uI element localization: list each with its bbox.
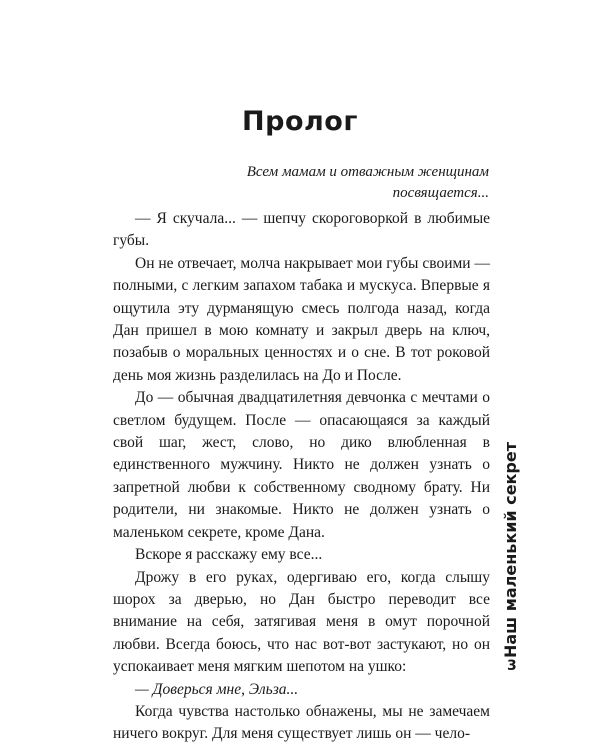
epigraph-line: посвящается...	[392, 185, 489, 201]
paragraph: Когда чувства настолько обнажены, мы не замечаем ничего вокруг. Для меня существует лишь он — чело-	[113, 702, 490, 743]
paragraph: — Я скучала... — шепчу скороговоркой в любимые губы.	[113, 210, 490, 250]
paragraph: Вскоре я расскажу ему все...	[135, 546, 323, 564]
epigraph-line: Всем мамам и отважным женщинам	[246, 164, 489, 180]
side-book-title: Наш маленький секрет	[501, 442, 520, 658]
page-number: 3	[507, 658, 517, 674]
epigraph	[109, 162, 489, 204]
paragraph-dialogue: — Доверься мне, Эльза...	[135, 680, 299, 698]
chapter-title: Пролог	[242, 106, 358, 137]
paragraph: Дрожу в его руках, одергиваю его, когда слышу шорох за дверью, но Дан быстро переводит все внимание на себя, затягивая меня в омут порочной любви. Всегда боюсь, что нас вот-вот застукают, но он успокаивает меня мягким шепотом на ушко:	[113, 568, 490, 676]
paragraph: Он не отвечает, молча накрывает мои губы своими — полными, с легким запахом табака и мускуса. Впервые я ощутила эту дурманящую смесь полгода назад, когда Дан пришел в мою комнату и закрыл дверь на ключ, позабыв о моральных ценностях и о сне. В тот роковой день моя жизнь разделилась на До и После.	[113, 254, 490, 384]
paragraph: До — обычная двадцатилетняя девчонка с мечтами о светлом будущем. После — опасающаяся за каждый свой шаг, жест, слово, но дико влюбленная в единственного мужчину. Никто не должен узнать о запретной любви к собственному сводному брату. Ни родители, ни знакомые. Никто не должен узнать о маленьком секрете, кроме Дана.	[113, 389, 490, 541]
body-text	[113, 208, 490, 746]
